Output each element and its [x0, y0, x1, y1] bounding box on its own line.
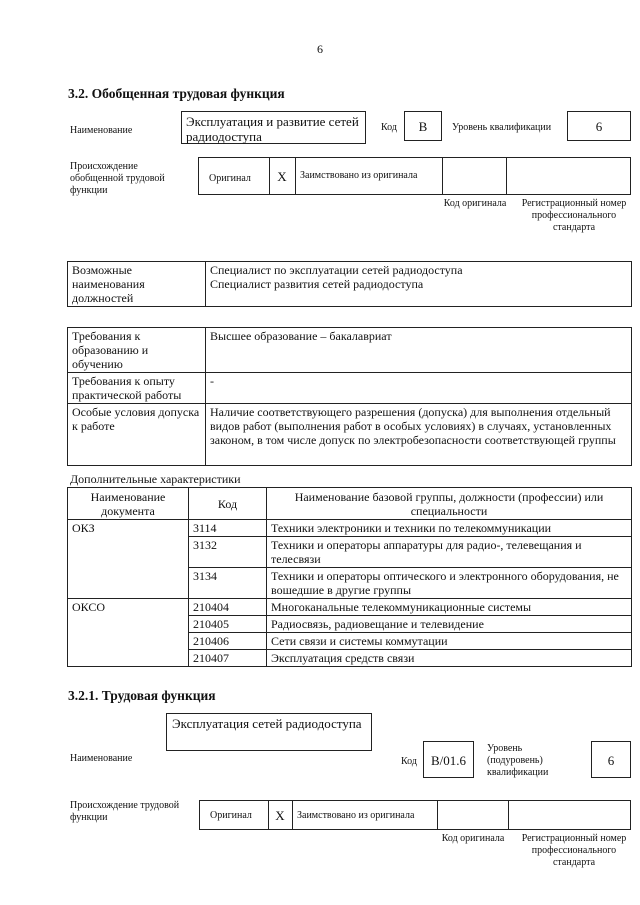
- code-cell: 3114: [189, 520, 267, 537]
- header-doc: Наименование документа: [68, 488, 189, 520]
- name-value-box: [181, 111, 366, 144]
- req-label-experience: Требования к опыту практической работы: [68, 373, 206, 404]
- reg-number-caption: Регистрационный номер профессионального стандарта: [521, 198, 627, 233]
- code-cell: 3134: [189, 568, 267, 599]
- tf-code-label: Код: [401, 756, 417, 767]
- code-cell: 210407: [189, 650, 267, 667]
- tf-borrowed-label: Заимствовано из оригинала: [297, 810, 415, 821]
- doc-okso: ОКСО: [68, 599, 189, 667]
- tf-original-label: Оригинал: [210, 810, 252, 821]
- req-value-experience: -: [206, 373, 632, 404]
- tf-name-label: Наименование: [70, 753, 133, 764]
- origin-table: [198, 157, 631, 195]
- name-cell: Эксплуатация средств связи: [267, 650, 632, 667]
- level-value-box: [567, 111, 631, 141]
- tf-name-value: Эксплуатация сетей радиодоступа: [172, 716, 362, 731]
- code-cell: 210406: [189, 633, 267, 650]
- position-item: Специалист по эксплуатации сетей радиодоступа: [210, 263, 463, 277]
- additional-title: Дополнительные характеристики: [70, 472, 241, 486]
- section-heading: 3.2. Обобщенная трудовая функция: [68, 86, 285, 101]
- header-code: Код: [189, 488, 267, 520]
- origin-label: Происхождение обобщенной трудовой функции: [70, 161, 165, 196]
- subsection-heading: 3.2.1. Трудовая функция: [68, 688, 216, 703]
- tf-level-value-box: [591, 741, 631, 778]
- name-cell: Техники и операторы оптического и электронного оборудования, не вошедшие в другие группы: [267, 568, 632, 599]
- positions-label: Возможные наименования должностей: [68, 262, 206, 307]
- code-value: B: [418, 119, 428, 134]
- position-item: Специалист развития сетей радиодоступа: [210, 277, 424, 291]
- original-mark: X: [277, 169, 287, 184]
- header-name: Наименование базовой группы, должности (профессии) или специальности: [267, 488, 632, 520]
- borrowed-label: Заимствовано из оригинала: [300, 170, 418, 181]
- additional-table: [67, 487, 632, 667]
- name-cell: Техники электроники и техники по телекоммуникации: [267, 520, 632, 537]
- code-cell: 3132: [189, 537, 267, 568]
- tf-code-value-box: [423, 741, 474, 778]
- name-cell: Сети связи и системы коммутации: [267, 633, 632, 650]
- code-cell: 210404: [189, 599, 267, 616]
- level-label: Уровень квалификации: [452, 122, 552, 133]
- tf-level-value: 6: [607, 753, 615, 768]
- tf-original-mark: X: [275, 808, 285, 823]
- original-label: Оригинал: [209, 173, 251, 184]
- tf-name-value-box: [166, 713, 372, 751]
- code-label: Код: [381, 122, 397, 133]
- doc-okz: ОКЗ: [68, 520, 189, 599]
- code-cell: 210405: [189, 616, 267, 633]
- positions-table: [67, 261, 632, 307]
- code-value-box: [404, 111, 442, 141]
- name-cell: Многоканальные телекоммуникационные системы: [267, 599, 632, 616]
- tf-origin-label: Происхождение трудовой функции: [70, 800, 180, 823]
- req-value-education: Высшее образование – бакалавриат: [206, 328, 632, 373]
- req-label-education: Требования к образованию и обучению: [68, 328, 206, 373]
- orig-code-caption: Код оригинала: [443, 198, 507, 209]
- tf-reg-number-caption: Регистрационный номер профессионального стандарта: [521, 833, 627, 868]
- tf-orig-code-caption: Код оригинала: [441, 833, 505, 844]
- tf-code-value: B/01.6: [430, 753, 467, 768]
- name-cell: Радиосвязь, радиовещание и телевидение: [267, 616, 632, 633]
- page-number: 6: [317, 42, 323, 56]
- tf-origin-table: [199, 800, 631, 830]
- name-label: Наименование: [70, 125, 133, 136]
- tf-level-label: Уровень (подуровень) квалификации: [487, 743, 549, 778]
- positions-values: [206, 262, 632, 307]
- req-value-conditions: Наличие соответствующего разрешения (допуска) для выполнения отдельный видов работ (выполнения работ в особых условиях) в случаях, установленных законом, в том числе допуск по электробезопасности соответствующей группы: [206, 404, 632, 466]
- req-label-conditions: Особые условия допуска к работе: [68, 404, 206, 466]
- level-value: 6: [595, 119, 603, 134]
- name-value: Эксплуатация и развитие сетей радиодоступа: [186, 114, 359, 144]
- name-cell: Техники и операторы аппаратуры для радио-, телевещания и телесвязи: [267, 537, 632, 568]
- requirements-table: [67, 327, 632, 466]
